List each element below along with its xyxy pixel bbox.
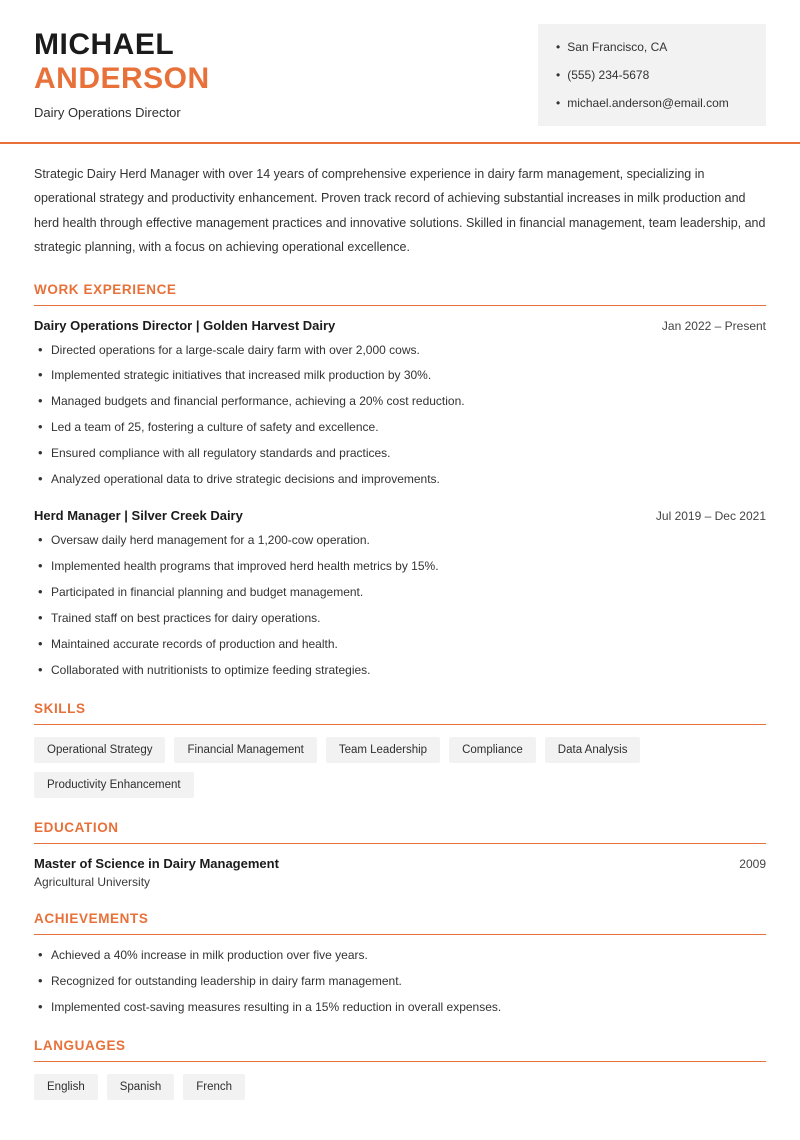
work-entry	[34, 318, 766, 489]
skill-chip: Financial Management	[174, 737, 316, 763]
section-divider	[34, 934, 766, 935]
location-icon: •	[556, 40, 561, 54]
skill-chip: Compliance	[449, 737, 536, 763]
skills-chip-list	[34, 737, 766, 798]
languages-chip-list	[34, 1074, 766, 1100]
list-item: • Trained staff on best practices for dairy operations.	[34, 610, 766, 627]
list-item: • Participated in financial planning and budget management.	[34, 584, 766, 601]
skill-chip: Productivity Enhancement	[34, 772, 194, 798]
list-item: • Directed operations for a large-scale dairy farm with over 2,000 cows.	[34, 342, 766, 359]
work-entry-header	[34, 508, 766, 523]
section-divider	[34, 724, 766, 725]
language-chip: French	[183, 1074, 245, 1100]
language-chip: Spanish	[107, 1074, 175, 1100]
first-name: MICHAEL	[34, 28, 175, 61]
section-education	[34, 820, 766, 889]
work-entry-title: Dairy Operations Director | Golden Harvest Dairy	[34, 317, 336, 333]
work-entry-header	[34, 318, 766, 333]
section-title-education: EDUCATION	[34, 820, 119, 836]
work-entry	[34, 508, 766, 679]
identity-block	[34, 22, 210, 120]
skill-chip: Team Leadership	[326, 737, 440, 763]
list-item: • Implemented health programs that improved herd health metrics by 15%.	[34, 558, 766, 575]
professional-summary: Strategic Dairy Herd Manager with over 14 years of comprehensive experience in dairy farm management, specializing in operational strategy and productivity enhancement. Proven track record of achieving substantial increases in milk production and herd health through effective management practices and innovative solutions. Skilled in financial management, team leadership, and strategic planning, with a focus on achieving operational excellence.	[34, 167, 766, 255]
education-school: Agricultural University	[34, 875, 151, 890]
section-title-work-experience: WORK EXPERIENCE	[34, 281, 177, 297]
education-entry-header	[34, 856, 766, 871]
achievements-list	[34, 947, 766, 1016]
section-title-achievements: ACHIEVEMENTS	[34, 911, 149, 927]
skill-chip: Operational Strategy	[34, 737, 165, 763]
list-item: • Oversaw daily herd management for a 1,200-cow operation.	[34, 532, 766, 549]
contact-phone	[556, 66, 744, 84]
section-divider	[34, 843, 766, 844]
resume-header	[0, 0, 800, 126]
contact-info-box	[538, 24, 766, 126]
section-title-languages: LANGUAGES	[34, 1038, 126, 1054]
language-chip: English	[34, 1074, 98, 1100]
contact-email-value: michael.anderson@email.com	[567, 96, 729, 110]
list-item: • Maintained accurate records of production and health.	[34, 636, 766, 653]
list-item: • Managed budgets and financial performance, achieving a 20% cost reduction.	[34, 393, 766, 410]
job-title: Dairy Operations Director	[34, 105, 181, 121]
list-item: • Achieved a 40% increase in milk production over five years.	[34, 947, 766, 964]
section-achievements	[34, 911, 766, 1016]
work-entry-bullets	[34, 342, 766, 489]
contact-email	[556, 94, 744, 112]
contact-location-value: San Francisco, CA	[567, 40, 668, 54]
section-divider	[34, 1061, 766, 1062]
header-divider	[0, 142, 800, 144]
list-item: • Ensured compliance with all regulatory standards and practices.	[34, 445, 766, 462]
education-year: 2009	[739, 857, 766, 872]
skill-chip: Data Analysis	[545, 737, 641, 763]
section-divider	[34, 305, 766, 306]
education-entry	[34, 856, 766, 889]
work-entry-bullets	[34, 532, 766, 679]
contact-phone-value: (555) 234-5678	[567, 68, 650, 82]
phone-icon: •	[556, 68, 561, 82]
last-name: ANDERSON	[34, 61, 210, 95]
section-title-skills: SKILLS	[34, 701, 86, 717]
list-item: • Implemented cost-saving measures resulting in a 15% reduction in overall expenses.	[34, 999, 766, 1016]
list-item: • Collaborated with nutritionists to optimize feeding strategies.	[34, 662, 766, 679]
list-item: • Recognized for outstanding leadership in dairy farm management.	[34, 973, 766, 990]
work-entry-title: Herd Manager | Silver Creek Dairy	[34, 508, 243, 524]
education-degree: Master of Science in Dairy Management	[34, 856, 279, 872]
section-work-experience	[34, 282, 766, 680]
section-languages	[34, 1038, 766, 1100]
work-entry-date: Jan 2022 – Present	[661, 318, 766, 333]
section-skills	[34, 701, 766, 798]
work-entry-date: Jul 2019 – Dec 2021	[655, 509, 766, 524]
email-icon: •	[556, 96, 561, 110]
list-item: • Analyzed operational data to drive strategic decisions and improvements.	[34, 471, 766, 488]
list-item: • Implemented strategic initiatives that increased milk production by 30%.	[34, 367, 766, 384]
resume-body	[0, 162, 800, 1100]
list-item: • Led a team of 25, fostering a culture of safety and excellence.	[34, 419, 766, 436]
contact-location	[556, 38, 744, 56]
